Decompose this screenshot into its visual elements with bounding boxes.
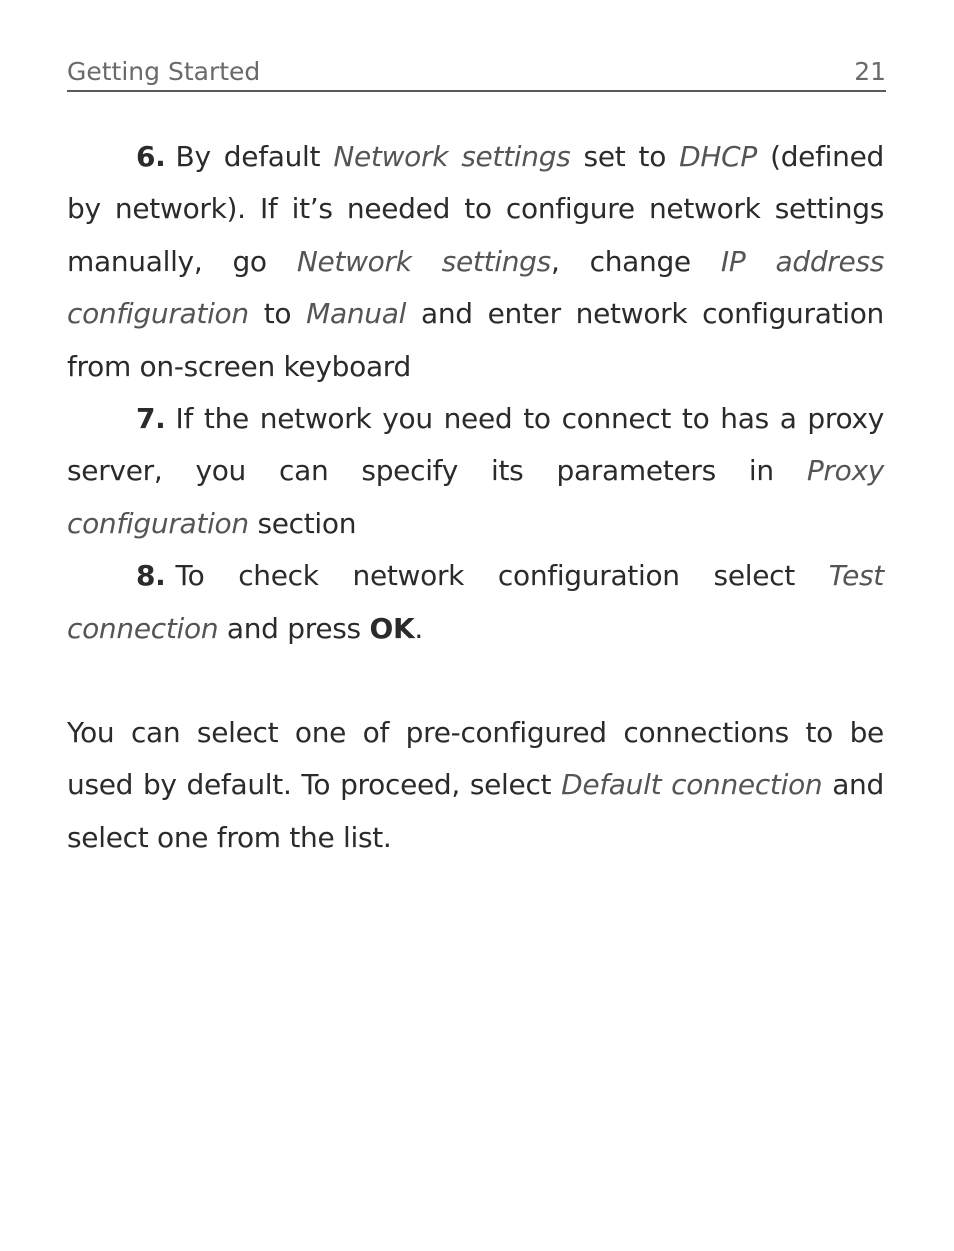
ui-term: Network settings: [333, 140, 571, 173]
ui-term: DHCP: [679, 140, 757, 173]
note-text: You can select one of pre-configured connections to be used by default. To proceed, select: [67, 716, 884, 802]
ui-term: IP address configuration: [67, 244, 885, 331]
ui-term: Proxy configuration: [67, 454, 884, 540]
step-text: By default: [175, 140, 334, 173]
step-8: [67, 550, 884, 655]
step-number: 8.: [136, 559, 166, 593]
paragraph-gap: [67, 655, 884, 707]
step-text: If the network you need to connect to has a proxy server, you can specify its parameters in: [67, 402, 884, 488]
ui-term: Network settings: [296, 244, 551, 278]
section-title: Getting Started: [67, 57, 261, 86]
page-header: [67, 56, 886, 92]
step-text: (defined by network). If it’s needed to configure network settings manually, go: [67, 140, 884, 278]
step-6: [67, 131, 884, 393]
ui-term: Manual: [306, 297, 407, 331]
step-text: and press: [218, 611, 370, 645]
page-number: 21: [854, 57, 886, 86]
note-text: and select one from the list.: [67, 768, 884, 854]
step-text: To check network configuration select: [175, 559, 829, 593]
step-text: .: [414, 611, 423, 645]
ui-term: Test connection: [67, 559, 884, 645]
step-7: [67, 393, 884, 550]
default-connection-note: [67, 707, 884, 864]
step-number: 7.: [136, 402, 166, 436]
step-text: section: [248, 506, 357, 540]
step-number: 6.: [136, 140, 166, 173]
step-text: , change: [550, 244, 721, 278]
step-text: set to: [570, 140, 680, 173]
step-text: to: [248, 297, 307, 331]
ui-term: Default connection: [561, 768, 823, 802]
step-text: and enter network configuration from on-screen keyboard: [67, 297, 885, 383]
page-content: [67, 131, 884, 864]
button-name: OK: [369, 611, 415, 645]
